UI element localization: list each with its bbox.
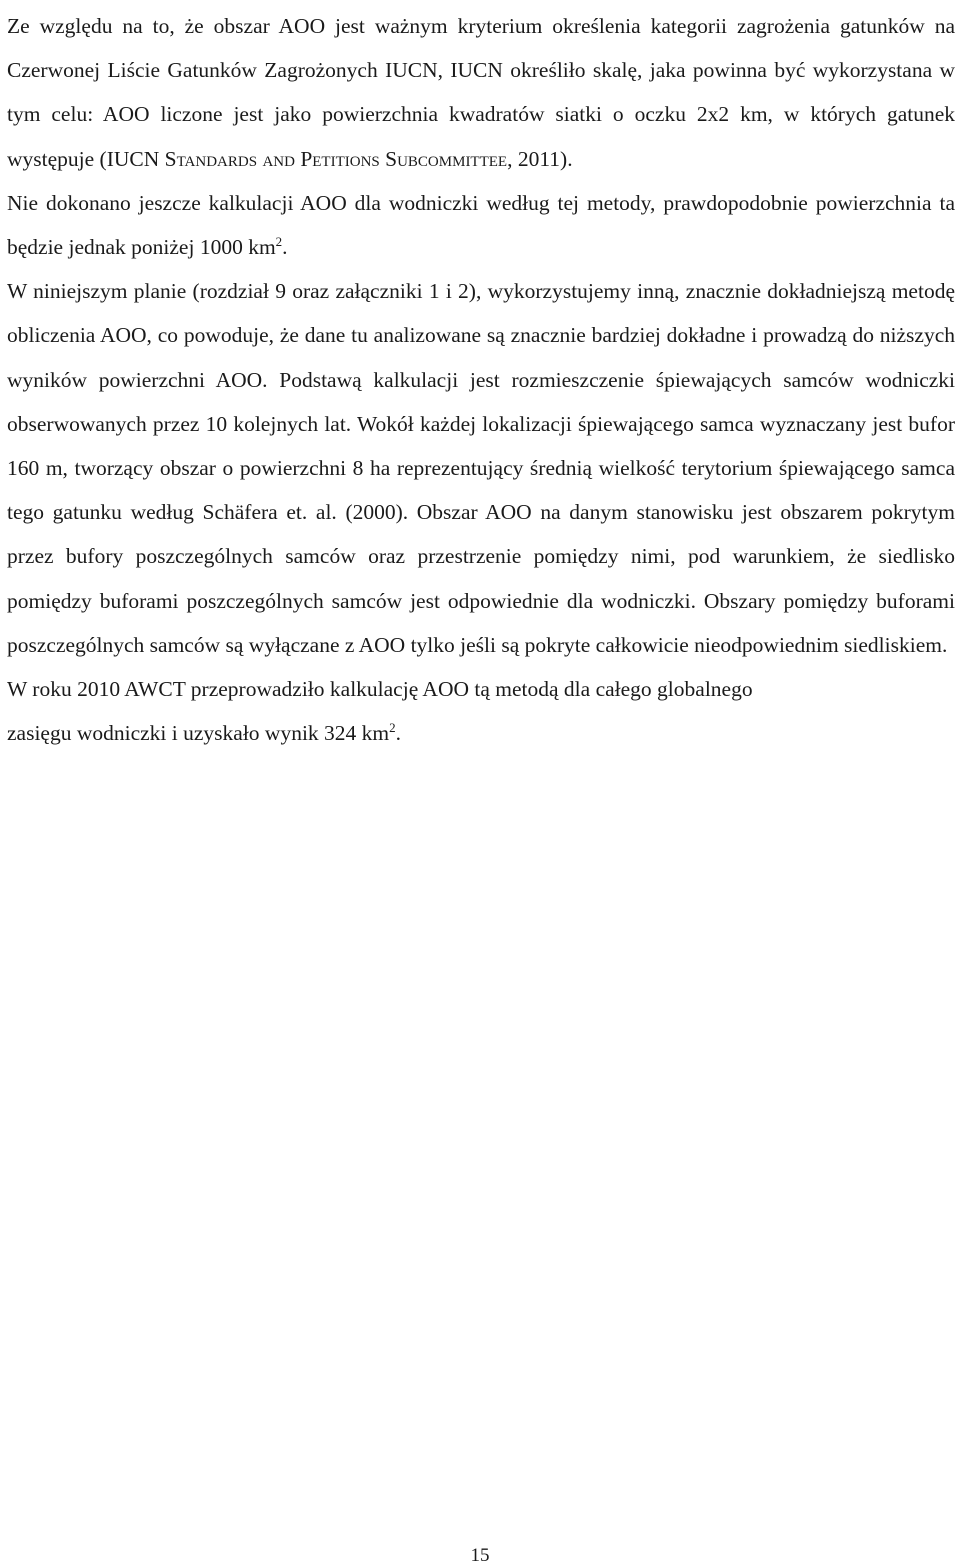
document-body xyxy=(7,4,955,755)
paragraph-text: . xyxy=(282,235,288,260)
paragraph-aoo-method xyxy=(7,269,955,667)
paragraph-text: . xyxy=(395,721,402,746)
paragraph-awct-calculation xyxy=(7,667,955,755)
paragraph-line: W roku 2010 AWCT przeprowadziło kalkulację AOO tą metodą dla całego globalnego xyxy=(7,677,753,702)
superscript: 2 xyxy=(275,234,283,250)
paragraph-aoo-iucn-criterion xyxy=(7,4,955,181)
paragraph-text: Nie dokonano jeszcze kalkulacji AOO dla wodniczki według tej metody, prawdopodobnie powierzchnia ta będzie jednak poniżej 1000 km xyxy=(7,190,955,260)
paragraph-aoo-estimate xyxy=(7,181,955,269)
paragraph-text: Ze względu na to, że obszar AOO jest ważnym kryterium określenia kategorii zagrożenia gatunków na Czerwonej Liście Gatunków Zagrożonych IUCN, IUCN określiło skalę, jaka powinna być wykorzystana w tym celu: AOO liczone jest jako powierzchnia kwadratów siatki o oczku 2x2 km, w których gatunek występuje (IUCN xyxy=(7,14,955,171)
citation-author: Standards and Petitions Subcommittee xyxy=(164,146,508,171)
page-number: 15 xyxy=(470,1545,490,1566)
paragraph-text: W niniejszym planie (rozdział 9 oraz załączniki 1 i 2), wykorzystujemy inną, znacznie dokładniejszą metodę obliczenia AOO, co powoduje, że dane tu analizowane są znacznie bardziej dokładne i prowadzą do niższych wyników powierzchni AOO. Podstawą kalkulacji jest rozmieszczenie śpiewających samców wodniczki obserwowanych przez 10 kolejnych lat. Wokół każdej lokalizacji śpiewającego samca wyznaczany jest bufor 160 m, tworzący obszar o powierzchni 8 ha reprezentujący średnią wielkość terytorium śpiewającego samca tego gatunku według Schäfera et. al. (2000). Obszar AOO na danym stanowisku jest obszarem pokrytym przez bufory poszczególnych samców oraz przestrzenie pomiędzy nimi, pod warunkiem, że siedlisko pomiędzy buforami poszczególnych samców jest odpowiednie dla wodniczki. Obszary pomiędzy buforami poszczególnych samców są wyłączane z AOO tylko jeśli są pokryte całkowicie nieodpowiednim siedliskiem. xyxy=(7,279,955,657)
paragraph-text: , 2011). xyxy=(507,146,573,171)
superscript: 2 xyxy=(389,720,396,736)
paragraph-line: zasięgu wodniczki i uzyskało wynik 324 km xyxy=(7,721,390,746)
